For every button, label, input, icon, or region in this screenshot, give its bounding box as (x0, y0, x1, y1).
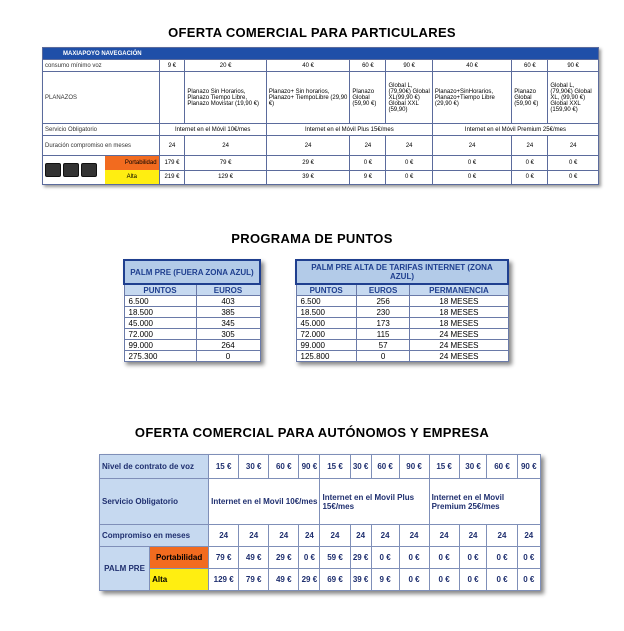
servicio-cell: Internet en el Móvil Premium 25€/mes (432, 124, 598, 136)
table-cell: 264 (196, 340, 260, 351)
table-cell: 403 (196, 296, 260, 307)
alta-cell: 0 € (512, 170, 548, 185)
consumo-cell: 9 € (159, 60, 185, 72)
phone-icon (81, 163, 97, 177)
table-cell: 125.800 (296, 351, 356, 362)
nivel-cell: 60 € (269, 455, 299, 479)
portabilidad-cell: 29 € (266, 156, 350, 171)
table-cell: 45.000 (296, 318, 356, 329)
planazo-cell (159, 72, 185, 124)
compromiso-cell: 24 (269, 525, 299, 547)
duracion-cell: 24 (185, 136, 266, 156)
portabilidad-row (43, 156, 599, 171)
portabilidad-cell: 0 € (459, 547, 487, 569)
compromiso-cell: 24 (371, 525, 399, 547)
nivel-cell: 90 € (517, 455, 540, 479)
duracion-cell: 24 (386, 136, 432, 156)
portabilidad-cell: 29 € (269, 547, 299, 569)
alta-cell: 69 € (320, 569, 350, 591)
servicio-cell: Internet en el Movil Plus 15€/mes (320, 479, 429, 525)
portabilidad-cell: 0 € (371, 547, 399, 569)
nivel-label: Nivel de contrato de voz (100, 455, 209, 479)
table-cell: 24 MESES (410, 340, 508, 351)
portabilidad-cell: 0 € (487, 547, 517, 569)
compromiso-cell: 24 (209, 525, 239, 547)
puntos-fuera-zona-table (123, 259, 261, 362)
duracion-cell: 24 (548, 136, 599, 156)
table-cell: 345 (196, 318, 260, 329)
servicio-label: Servicio Obligatorio (43, 124, 160, 136)
alta-cell: 0 € (487, 569, 517, 591)
portabilidad-cell: 0 € (399, 547, 429, 569)
puntos2-col-header: PERMANENCIA (410, 284, 508, 296)
alta-cell: 39 € (266, 170, 350, 185)
duracion-label: Duración compromiso en meses (43, 136, 160, 156)
consumo-cell: 40 € (432, 60, 511, 72)
consumo-cell: 60 € (350, 60, 386, 72)
portabilidad-cell: 0 € (432, 156, 511, 171)
table-cell: 18 MESES (410, 307, 508, 318)
compromiso-cell: 24 (320, 525, 350, 547)
duracion-cell: 24 (350, 136, 386, 156)
table-cell: 72.000 (124, 329, 196, 340)
table-cell: 6.500 (296, 296, 356, 307)
alta-cell: 0 € (386, 170, 432, 185)
table-cell: 18.500 (296, 307, 356, 318)
alta-cell: 129 € (209, 569, 239, 591)
phone-icon (45, 163, 61, 177)
planazos-label: PLANAZOS (43, 72, 160, 124)
table-cell: 99.000 (124, 340, 196, 351)
portabilidad-label: Portabilidad (105, 156, 159, 170)
portabilidad-cell: 0 € (350, 156, 386, 171)
alta-cell: 0 € (429, 569, 459, 591)
planazo-cell: Planazo Global (59,90 €) (512, 72, 548, 124)
compromiso-row (100, 525, 541, 547)
device-images (43, 156, 105, 184)
particulares-table (42, 47, 599, 185)
alta-cell: 0 € (459, 569, 487, 591)
nivel-cell: 60 € (487, 455, 517, 479)
table-cell: 230 (356, 307, 410, 318)
nivel-cell: 30 € (459, 455, 487, 479)
table-cell: 57 (356, 340, 410, 351)
compromiso-cell: 24 (487, 525, 517, 547)
servicio-cell: Internet en el Móvil 10€/mes (159, 124, 266, 136)
servicio-cell: Internet en el Móvil Plus 15€/mes (266, 124, 432, 136)
servicio-row (100, 479, 541, 525)
portabilidad-row (100, 547, 541, 569)
device-label: PALM PRE (100, 547, 150, 591)
device-cell (43, 156, 160, 185)
portabilidad-cell: 0 € (429, 547, 459, 569)
planazo-cell: Planazo+SinHorarios, Planazo+Tiempo Libre (29,90 €) (432, 72, 511, 124)
alta-cell: 9 € (371, 569, 399, 591)
table-cell: 99.000 (296, 340, 356, 351)
table-cell: 18 MESES (410, 318, 508, 329)
planazo-cell: Planazo Sin Horarios, Planazo Tiempo Libre, Planazo Movistar (19,90 €) (185, 72, 266, 124)
portabilidad-cell: 0 € (548, 156, 599, 171)
table-cell: 24 MESES (410, 329, 508, 340)
alta-cell: 9 € (350, 170, 386, 185)
nivel-row (100, 455, 541, 479)
compromiso-cell: 24 (459, 525, 487, 547)
puntos2-col-header: PUNTOS (296, 284, 356, 296)
nivel-cell: 15 € (320, 455, 350, 479)
table-cell: 0 (356, 351, 410, 362)
empresa-table (99, 454, 541, 591)
table-cell: 305 (196, 329, 260, 340)
table-cell: 173 (356, 318, 410, 329)
nivel-cell: 90 € (299, 455, 320, 479)
table-cell: 385 (196, 307, 260, 318)
consumo-cell: 60 € (512, 60, 548, 72)
compromiso-label: Compromiso en meses (100, 525, 209, 547)
portabilidad-cell: 0 € (386, 156, 432, 171)
puntos1-col-header: EUROS (196, 284, 260, 296)
nivel-cell: 30 € (239, 455, 269, 479)
alta-cell: 0 € (399, 569, 429, 591)
planazo-cell: Planazo+ Sin horarios, Planazo+ TiempoLibre (29,90 €) (266, 72, 350, 124)
servicio-cell: Internet en el Movil Premium 25€/mes (429, 479, 540, 525)
puntos2-title: PALM PRE ALTA DE TARIFAS INTERNET (ZONA AZUL) (296, 260, 508, 284)
table-cell: 115 (356, 329, 410, 340)
portabilidad-cell: 29 € (350, 547, 371, 569)
servicio-label: Servicio Obligatorio (100, 479, 209, 525)
table-cell: 18 MESES (410, 296, 508, 307)
portabilidad-cell: 179 € (159, 156, 185, 171)
table-cell: 6.500 (124, 296, 196, 307)
nivel-cell: 15 € (429, 455, 459, 479)
alta-cell: 39 € (350, 569, 371, 591)
alta-label: Alta (150, 569, 209, 591)
alta-cell: 219 € (159, 170, 185, 185)
puntos2-col-header: EUROS (356, 284, 410, 296)
duracion-cell: 24 (432, 136, 511, 156)
compromiso-cell: 24 (299, 525, 320, 547)
alta-cell: 29 € (299, 569, 320, 591)
duracion-row (43, 136, 599, 156)
portabilidad-label: Portabilidad (150, 547, 209, 569)
compromiso-cell: 24 (517, 525, 540, 547)
alta-label: Alta (105, 170, 159, 184)
portabilidad-cell: 0 € (299, 547, 320, 569)
servicio-cell: Internet en el Movil 10€/mes (209, 479, 320, 525)
table-cell: 18.500 (124, 307, 196, 318)
nivel-cell: 15 € (209, 455, 239, 479)
puntos-zona-azul-table (295, 259, 509, 362)
table-cell: 45.000 (124, 318, 196, 329)
table-cell: 72.000 (296, 329, 356, 340)
nivel-cell: 30 € (350, 455, 371, 479)
portabilidad-cell: 0 € (517, 547, 540, 569)
puntos1-col-header: PUNTOS (124, 284, 196, 296)
maxiapoyo-header: MAXIAPOYO NAVEGACIÓN (43, 48, 599, 60)
alta-row (100, 569, 541, 591)
compromiso-cell: 24 (399, 525, 429, 547)
compromiso-cell: 24 (429, 525, 459, 547)
consumo-cell: 90 € (548, 60, 599, 72)
portabilidad-cell: 79 € (185, 156, 266, 171)
alta-cell: 0 € (548, 170, 599, 185)
consumo-cell: 40 € (266, 60, 350, 72)
alta-cell: 0 € (432, 170, 511, 185)
title-puntos: PROGRAMA DE PUNTOS (231, 231, 393, 246)
consumo-cell: 90 € (386, 60, 432, 72)
alta-cell: 49 € (269, 569, 299, 591)
alta-cell: 0 € (517, 569, 540, 591)
table-cell: 256 (356, 296, 410, 307)
portabilidad-cell: 59 € (320, 547, 350, 569)
duracion-cell: 24 (266, 136, 350, 156)
title-empresa: OFERTA COMERCIAL PARA AUTÓNOMOS Y EMPRESA (134, 425, 490, 440)
planazos-row (43, 72, 599, 124)
servicio-row (43, 124, 599, 136)
consumo-label: consumo mínimo voz (43, 60, 160, 72)
phone-icon (63, 163, 79, 177)
planazo-cell: Global L, (79,90€) Global XL, (99,90 €) Global XXL (159,90 €) (548, 72, 599, 124)
table-cell: 24 MESES (410, 351, 508, 362)
compromiso-cell: 24 (239, 525, 269, 547)
duracion-cell: 24 (159, 136, 185, 156)
puntos1-title: PALM PRE (FUERA ZONA AZUL) (124, 260, 260, 284)
planazo-cell: Global L, (79,90€) Global XL(99,90 €) Global XXL (59,90) (386, 72, 432, 124)
alta-cell: 129 € (185, 170, 266, 185)
duracion-cell: 24 (512, 136, 548, 156)
portabilidad-cell: 79 € (209, 547, 239, 569)
table-cell: 275.300 (124, 351, 196, 362)
consumo-cell: 20 € (185, 60, 266, 72)
alta-cell: 79 € (239, 569, 269, 591)
compromiso-cell: 24 (350, 525, 371, 547)
title-particulares: OFERTA COMERCIAL PARA PARTICULARES (168, 25, 456, 40)
table-cell: 0 (196, 351, 260, 362)
portabilidad-cell: 0 € (512, 156, 548, 171)
nivel-cell: 90 € (399, 455, 429, 479)
consumo-row (43, 60, 599, 72)
planazo-cell: Planazo Global (59,90 €) (350, 72, 386, 124)
nivel-cell: 60 € (371, 455, 399, 479)
portabilidad-cell: 49 € (239, 547, 269, 569)
